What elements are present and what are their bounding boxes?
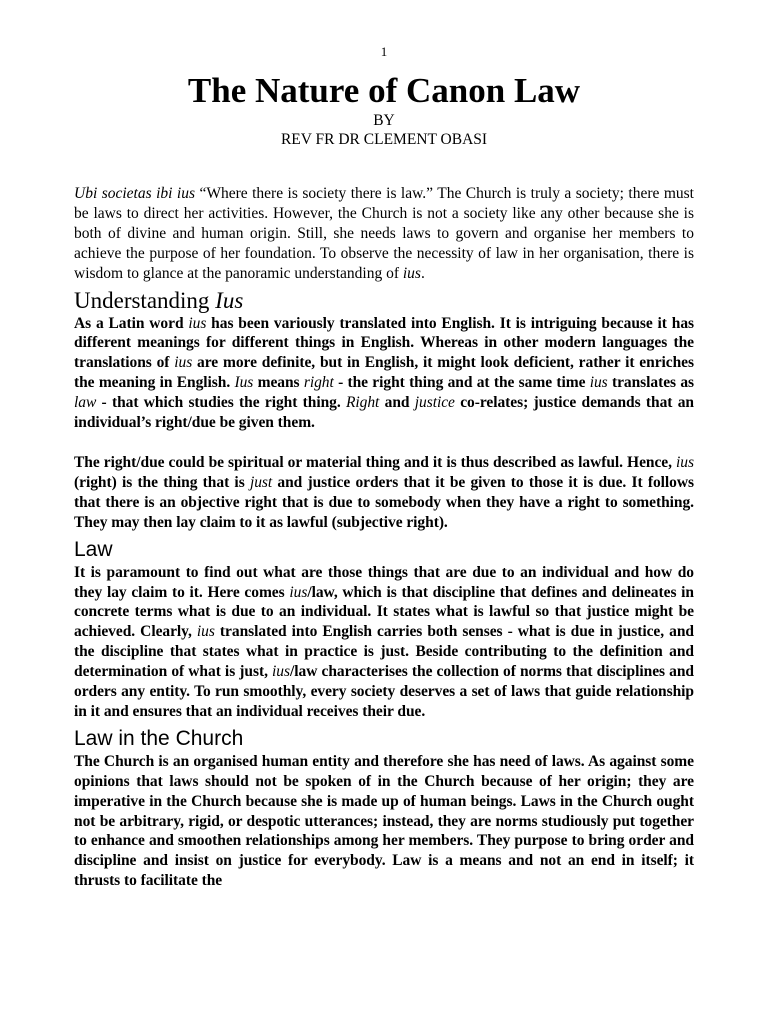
heading-law-in-the-church: Law in the Church [74, 726, 244, 750]
church-paragraph: The Church is an organised human entity and therefore she has need of laws. As against some opinions that laws should not be spoken of in the Church because of her origin; they are imperative in the Church because she is made up of human beings. Laws in the Church ought not be arbitrary, rigid, or despotic utterances; instead, they are norms studiously put together to enhance and smoothen relationships among her members. They purpose to bring order and discipline and insist on justice for everybody. Law is a means and not an end in itself; it thrusts to facilitate the [74, 752, 694, 890]
latin-maxim: Ubi societas ibi ius [74, 185, 196, 202]
byline-by: BY [373, 112, 395, 129]
document-title: The Nature of Canon Law [187, 71, 581, 110]
document-body [74, 184, 694, 891]
heading-understanding-ius: Understanding Ius [74, 287, 244, 313]
page-number: 1 [380, 44, 388, 59]
heading-law: Law [74, 537, 113, 561]
ius-paragraph-2: The right/due could be spiritual or material thing and it is thus described as lawful. Hence, ius (right) is the thing that is just and justice orders that it be given to those it is due. It follows that there is an objective right that is due to somebody when they have a right to something. They may then lay claim to it as lawful (subjective right). [74, 453, 694, 531]
intro-paragraph: Ubi societas ibi ius “Where there is society there is law.” The Church is truly a society; there must be laws to direct her activities. However, the Church is not a society like any other because she is both of divine and human origin. Still, she needs laws to govern and organise her members to achieve the purpose of her foundation. To observe the necessity of law in her organisation, there is wisdom to glance at the panoramic understanding of ius. [74, 185, 694, 282]
ius-paragraph-1: As a Latin word ius has been variously translated into English. It is intriguing because it has different meanings for different things in English. Whereas in other modern languages the translations of ius are more definite, but in English, it might look deficient, rather it enriches the meaning in English. Ius means right - the right thing and at the same time ius translates as law - that which studies the right thing. Right and justice co-relates; justice demands that an individual’s right/due be given them. [74, 314, 695, 432]
author-name: REV FR DR CLEMENT OBASI [280, 131, 488, 148]
law-paragraph: It is paramount to find out what are those things that are due to an individual and how do they lay claim to it. Here comes ius/law, which is that discipline that defines and delineates in concrete terms what is due to an individual. It states what is lawful so that justice might be achieved. Clearly, ius translated into English carries both senses - what is due in justice, and the discipline that states what in practice is just. Beside contributing to the definition and determination of what is just, ius/law characterises the collection of norms that disciplines and orders any entity. To run smoothly, every society deserves a set of laws that guide relationship in it and ensures that an individual receives their due. [74, 563, 695, 720]
